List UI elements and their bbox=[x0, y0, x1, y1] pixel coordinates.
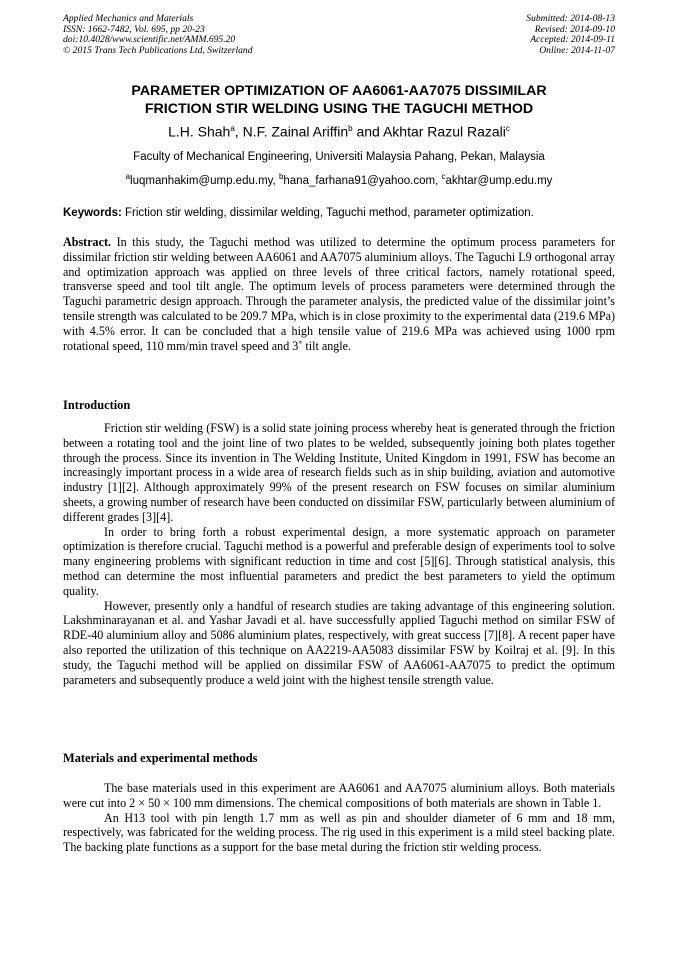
abstract-text: In this study, the Taguchi method was utilized to determine the optimum process parameters for dissimilar friction stir welding between AA6061 and AA7075 aluminium alloys. The Taguchi L9 orthogonal array and optimization approach was applied on three levels of three critical factors, namely rotational speed, transverse speed and tool tilt angle. The optimum levels of process parameters were determined through the Taguchi parametric design approach. Through the parameter analysis, the predicted value of the dissimilar joint’s tensile strength was calculated to be 209.7 MPa, which is in close proximity to the experimental data (219.6 MPa) with 4.5% error. It can be concluded that a high tensile value of 219.6 MPa was achieved using 1000 rpm rotational speed, 110 mm/min travel speed and 3˚ tilt angle. bbox=[63, 235, 615, 353]
keywords-text: Friction stir welding, dissimilar welding, Taguchi method, parameter optimization. bbox=[121, 207, 534, 219]
journal-name: Applied Mechanics and Materials bbox=[63, 13, 194, 24]
author-2: , N.F. Zainal Ariffin bbox=[234, 123, 349, 140]
doi: doi:10.4028/www.scientific.net/AMM.695.20 bbox=[63, 34, 236, 46]
abstract-label: Abstract. bbox=[63, 235, 112, 249]
title-line-2: FRICTION STIR WELDING USING THE TAGUCHI METHOD bbox=[144, 100, 534, 117]
materials-paragraph-2: An H13 tool with pin length 1.7 mm as well as pin and shoulder diameter of 6 mm and 18 mm, respectively, was fabricated for the welding process. The rig used in this experiment is a mild steel backing plate. The backing plate functions as a support for the base metal during the friction stir welding process. bbox=[63, 810, 615, 855]
submitted-date: Submitted: 2014-08-13 bbox=[526, 13, 615, 24]
issn: ISSN: 1662-7482, Vol. 695, pp 20-23 bbox=[63, 23, 205, 35]
intro-paragraph-3: However, presently only a handful of research studies are taking advantage of this engineering solution. Lakshminarayanan et al. and Yashar Javadi et al. have successfully applied Taguchi method on similar FSW of RDE-40 aluminium alloy and 5086 aluminium plates, respectively, with great success [7][8]. A recent paper have also reported the utilization of this technique on AA2219-AA5083 dissimilar FSW by Koilraj et al. [9]. In this study, the Taguchi method will be applied on dissimilar FSW of AA6061-AA7075 to predict the optimum parameters and subsequently produce a weld joint with the highest tensile strength value. bbox=[63, 598, 615, 687]
email-2-mark: b bbox=[278, 172, 284, 181]
email-2: hana_farhana91@yahoo.com, bbox=[283, 174, 442, 187]
copyright: © 2015 Trans Tech Publications Ltd, Switzerland bbox=[63, 44, 253, 56]
abstract bbox=[63, 235, 615, 353]
revised-date: Revised: 2014-09-10 bbox=[534, 23, 615, 35]
email-1: luqmanhakim@ump.edu.my, bbox=[130, 174, 279, 187]
materials-heading: Materials and experimental methods bbox=[63, 751, 258, 765]
email-list bbox=[40, 170, 638, 188]
introduction-heading: Introduction bbox=[63, 398, 131, 412]
author-list bbox=[40, 120, 638, 141]
author-1-affil: a bbox=[230, 124, 235, 133]
author-3-affil: c bbox=[505, 124, 510, 133]
keywords-label: Keywords: bbox=[63, 207, 122, 219]
keywords bbox=[63, 206, 615, 220]
materials-paragraph-1: The base materials used in this experiment are AA6061 and AA7075 aluminium alloys. Both materials were cut into 2 × 50 × 100 mm dimensions. The chemical compositions of both materials are shown in Table 1. bbox=[63, 781, 615, 810]
email-3-mark: c bbox=[441, 172, 446, 181]
introduction-body bbox=[63, 421, 615, 687]
online-date: Online: 2014-11-07 bbox=[539, 44, 615, 56]
paper-title bbox=[40, 83, 638, 118]
email-3: akhtar@ump.edu.my bbox=[445, 174, 553, 187]
author-2-affil: b bbox=[348, 124, 353, 133]
author-1: L.H. Shah bbox=[168, 123, 231, 140]
materials-body bbox=[63, 781, 615, 855]
email-1-mark: a bbox=[125, 172, 131, 181]
author-3: and Akhtar Razul Razali bbox=[352, 123, 506, 140]
intro-paragraph-1: Friction stir welding (FSW) is a solid state joining process whereby heat is generated through the friction between a rotating tool and the joint line of two plates to be welded, subsequently joining both plates together through the process. Since its invention in The Welding Institute, United Kingdom in 1991, FSW has become an increasingly important process in a wide area of research fields such as in ship building, aviation and automotive industry [1][2]. Although approximately 99% of the present research on FSW focuses on similar aluminium sheets, a growing number of research have been conducted on dissimilar FSW, particularly between aluminium of different grades [3][4]. bbox=[63, 421, 615, 524]
affiliation: Faculty of Mechanical Engineering, Universiti Malaysia Pahang, Pekan, Malaysia bbox=[133, 151, 545, 163]
journal-info bbox=[63, 14, 253, 56]
intro-paragraph-2: In order to bring forth a robust experimental design, a more systematic approach on parameter optimization is therefore crucial. Taguchi method is a powerful and preferable design of experiments tool to solve many engineering problems with significant reduction in time and cost [5][6]. Through statistical analysis, this method can determine the most influential parameters and predict the best parameters to yield the optimum quality. bbox=[63, 524, 615, 598]
accepted-date: Accepted: 2014-09-11 bbox=[530, 34, 615, 46]
publication-dates bbox=[526, 14, 615, 56]
title-line-1: PARAMETER OPTIMIZATION OF AA6061-AA7075 DISSIMILAR bbox=[131, 83, 547, 99]
